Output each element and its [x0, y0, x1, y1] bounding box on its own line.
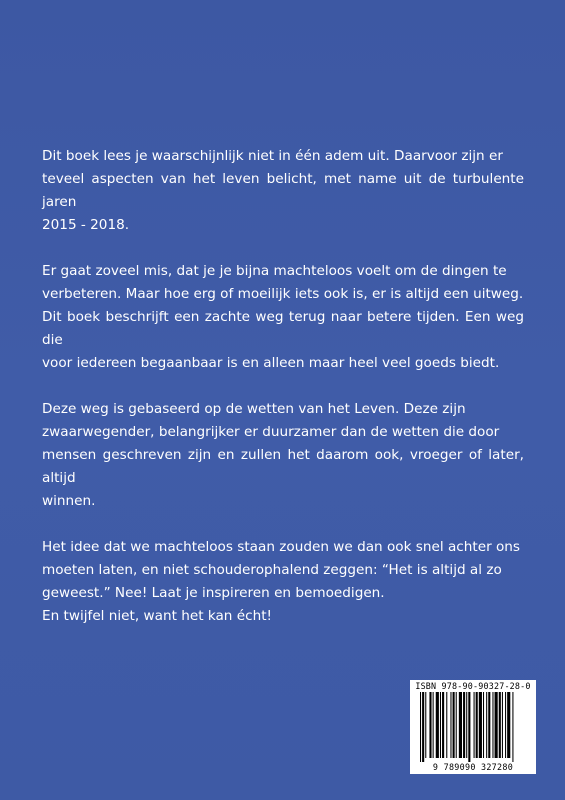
- text-line: mensen geschreven zijn en zullen het daarom ook, vroeger of later, altijd: [42, 447, 524, 486]
- paragraph-3: [42, 398, 524, 513]
- barcode-bar: [433, 692, 434, 758]
- barcode-bar: [488, 692, 490, 758]
- barcode-bar: [425, 692, 426, 758]
- text-line: geweest.” Nee! Laat je inspireren en bemoedigen.: [42, 585, 385, 601]
- barcode-bar: [483, 692, 484, 758]
- barcode-bar: [466, 692, 467, 758]
- text-line: winnen.: [42, 493, 96, 509]
- barcode-bar: [442, 692, 444, 758]
- barcode-bar: [422, 692, 424, 762]
- text-line: Dit boek beschrijft een zachte weg terug naar betere tijden. Een weg die: [42, 309, 524, 348]
- barcode-bar: [450, 692, 451, 758]
- blurb: [42, 145, 524, 651]
- text-line: voor iedereen begaanbaar is en alleen maar heel veel goeds biedt.: [42, 355, 500, 371]
- barcode-bar: [507, 692, 510, 758]
- text-line: Er gaat zoveel mis, dat je je bijna machteloos voelt om de dingen te: [42, 263, 507, 279]
- barcode-bar: [512, 692, 513, 762]
- text-line: Dit boek lees je waarschijnlijk niet in één adem uit. Daarvoor zijn er: [42, 148, 503, 164]
- barcode-bar: [495, 692, 498, 758]
- text-line: moeten laten, en niet schouderophalend zeggen: “Het is altijd al zo: [42, 562, 502, 578]
- barcode-bar: [479, 692, 482, 758]
- barcode-bar: [474, 692, 475, 758]
- barcode-bar: [463, 692, 465, 758]
- paragraph-4: [42, 536, 524, 628]
- barcode-bar: [456, 692, 457, 758]
- barcode-bar: [459, 692, 462, 758]
- barcode-bar: [453, 692, 455, 758]
- barcode-bar: [505, 692, 506, 758]
- paragraph-1: [42, 145, 524, 237]
- barcode-bar: [446, 692, 447, 758]
- barcode-bar: [499, 692, 501, 758]
- barcode-bar: [468, 692, 470, 762]
- text-line: 2015 - 2018.: [42, 217, 130, 233]
- barcode-bars: [410, 692, 536, 762]
- barcode-bar: [436, 692, 439, 758]
- barcode-bar: [502, 692, 503, 758]
- text-line: verbeteren. Maar hoe erg of moeilijk iets ook is, er is altijd een uitweg.: [42, 286, 524, 302]
- barcode-bar: [440, 692, 441, 758]
- barcode-bar: [492, 692, 493, 758]
- text-line: En twijfel niet, want het kan écht!: [42, 608, 272, 624]
- barcode-bar: [420, 692, 421, 762]
- barcode-digits: 9 789090 327280: [432, 762, 514, 772]
- text-line: teveel aspecten van het leven belicht, met name uit de turbulente jaren: [42, 171, 524, 210]
- paragraph-2: [42, 260, 524, 375]
- barcode-bar: [429, 692, 431, 758]
- text-line: Deze weg is gebaseerd op de wetten van het Leven. Deze zijn: [42, 401, 466, 417]
- barcode-bar: [486, 692, 487, 758]
- isbn-barcode: [410, 680, 536, 774]
- text-line: Het idee dat we machteloos staan zouden we dan ook snel achter ons: [42, 539, 520, 555]
- isbn-label: ISBN 978-90-90327-28-0: [415, 681, 531, 691]
- text-line: zwaarwegender, belangrijker er duurzamer dan de wetten die door: [42, 424, 500, 440]
- barcode-bar: [476, 692, 478, 758]
